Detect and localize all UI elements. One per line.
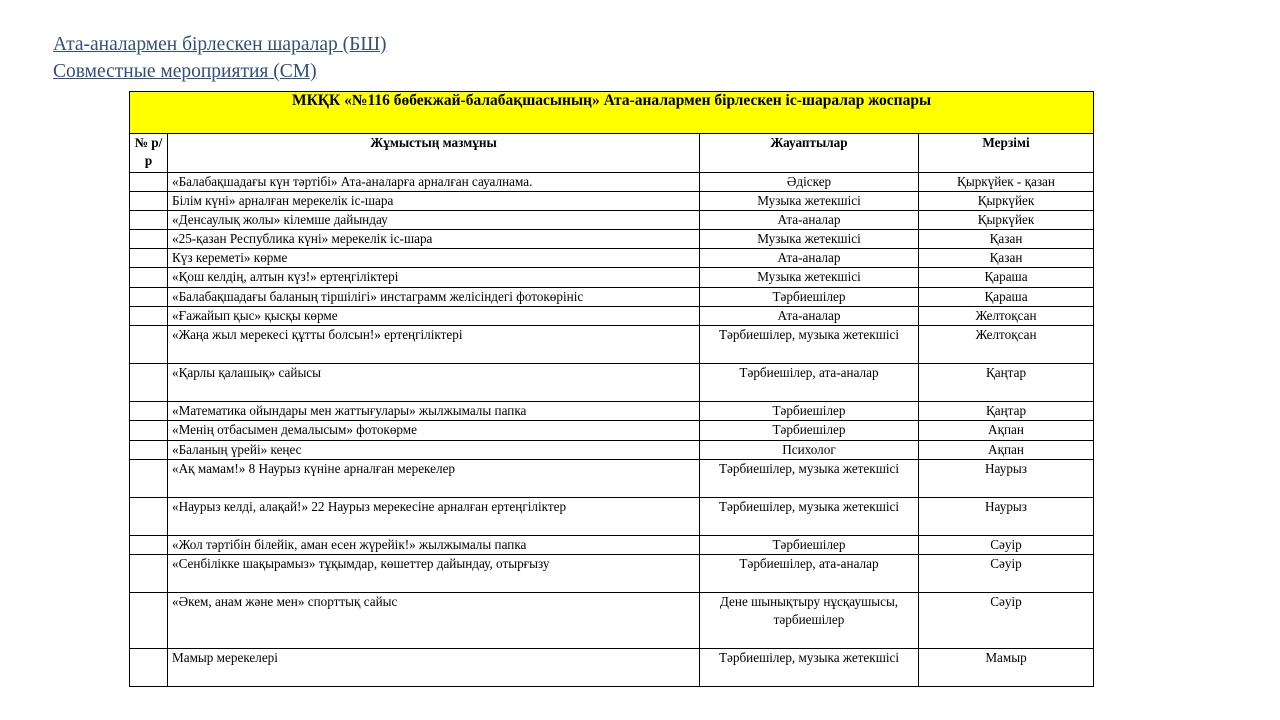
header-links <box>53 31 387 85</box>
row-date: Сәуір <box>919 555 1094 593</box>
row-responsible: Тәрбиешілер <box>700 421 919 441</box>
row-responsible: Тәрбиешілер, ата-аналар <box>700 555 919 593</box>
row-responsible: Тәрбиешілер, музыка жетекшісі <box>700 649 919 687</box>
row-date: Сәуір <box>919 593 1094 649</box>
row-responsible: Дене шынықтыру нұсқаушысы, тәрбиешілер <box>700 593 919 649</box>
row-date: Қазан <box>919 249 1094 268</box>
row-number <box>130 498 168 536</box>
row-date: Қыркүйек <box>919 211 1094 230</box>
row-content: «Денсаулық жолы» кілемше дайындау <box>168 211 700 230</box>
row-content: «Наурыз келді, алақай!» 22 Наурыз мерекесіне арналған ертеңгіліктер <box>168 498 700 536</box>
row-responsible: Ата-аналар <box>700 249 919 268</box>
row-content: «Балабақшадағы баланың тіршілігі» инстаграмм желісіндегі фотокөрініс <box>168 288 700 307</box>
row-content: «Баланың үрейі» кеңес <box>168 441 700 460</box>
table-row <box>130 364 1094 402</box>
row-number <box>130 288 168 307</box>
row-number <box>130 230 168 249</box>
row-responsible: Тәрбиешілер <box>700 536 919 555</box>
row-date: Қараша <box>919 268 1094 288</box>
table-row <box>130 211 1094 230</box>
row-content: «Қарлы қалашық» сайысы <box>168 364 700 402</box>
row-number <box>130 460 168 498</box>
row-responsible: Тәрбиешілер, музыка жетекшісі <box>700 498 919 536</box>
row-content: «Балабақшадағы күн тәртібі» Ата-аналарға арналған сауалнама. <box>168 173 700 192</box>
row-number <box>130 173 168 192</box>
table-row <box>130 268 1094 288</box>
row-date: Қыркүйек - қазан <box>919 173 1094 192</box>
row-responsible: Тәрбиешілер, ата-аналар <box>700 364 919 402</box>
row-responsible: Музыка жетекшісі <box>700 230 919 249</box>
row-content: «Менің отбасымен демалысым» фотокөрме <box>168 421 700 441</box>
row-content: «Ақ мамам!» 8 Наурыз күніне арналған мерекелер <box>168 460 700 498</box>
row-date: Ақпан <box>919 421 1094 441</box>
row-number <box>130 192 168 211</box>
header-responsible: Жауаптылар <box>700 134 919 173</box>
row-date: Желтоқсан <box>919 307 1094 326</box>
table-row <box>130 288 1094 307</box>
row-date: Желтоқсан <box>919 326 1094 364</box>
row-number <box>130 364 168 402</box>
row-content: «Жол тәртібін білейік, аман есен жүрейік!» жылжымалы папка <box>168 536 700 555</box>
row-number <box>130 211 168 230</box>
link-joint-events-ru[interactable]: Совместные мероприятия (СМ) <box>53 61 317 82</box>
row-content: Білім күні» арналған мерекелік іс-шара <box>168 192 700 211</box>
row-responsible: Әдіскер <box>700 173 919 192</box>
row-date: Қаңтар <box>919 364 1094 402</box>
row-number <box>130 593 168 649</box>
link-joint-events-kz[interactable]: Ата-аналармен бірлескен шаралар (БШ) <box>53 34 387 55</box>
row-date: Қаңтар <box>919 402 1094 421</box>
row-responsible: Тәрбиешілер, музыка жетекшісі <box>700 326 919 364</box>
row-number <box>130 441 168 460</box>
table-header-row <box>130 134 1094 173</box>
row-date: Қазан <box>919 230 1094 249</box>
table-row <box>130 173 1094 192</box>
row-date: Сәуір <box>919 536 1094 555</box>
row-date: Қараша <box>919 288 1094 307</box>
row-number <box>130 326 168 364</box>
header-date: Мерзімі <box>919 134 1094 173</box>
row-content: «25-қазан Республика күні» мерекелік іс-шара <box>168 230 700 249</box>
table-row <box>130 326 1094 364</box>
table-row <box>130 555 1094 593</box>
row-content: Мамыр мерекелері <box>168 649 700 687</box>
header-number: № р/р <box>130 134 168 173</box>
table-row <box>130 536 1094 555</box>
row-number <box>130 421 168 441</box>
row-date: Наурыз <box>919 460 1094 498</box>
table-row <box>130 649 1094 687</box>
table-title-row <box>130 92 1094 134</box>
row-number <box>130 249 168 268</box>
table-row <box>130 421 1094 441</box>
row-responsible: Музыка жетекшісі <box>700 268 919 288</box>
row-responsible: Тәрбиешілер, музыка жетекшісі <box>700 460 919 498</box>
row-responsible: Музыка жетекшісі <box>700 192 919 211</box>
row-date: Қыркүйек <box>919 192 1094 211</box>
row-number <box>130 268 168 288</box>
row-number <box>130 307 168 326</box>
table-row <box>130 441 1094 460</box>
events-plan-table <box>129 91 1094 687</box>
row-number <box>130 555 168 593</box>
row-responsible: Тәрбиешілер <box>700 288 919 307</box>
row-content: «Математика ойындары мен жаттығулары» жылжымалы папка <box>168 402 700 421</box>
row-responsible: Ата-аналар <box>700 211 919 230</box>
row-date: Ақпан <box>919 441 1094 460</box>
row-responsible: Психолог <box>700 441 919 460</box>
table-row <box>130 402 1094 421</box>
row-number <box>130 536 168 555</box>
row-responsible: Ата-аналар <box>700 307 919 326</box>
row-content: «Әкем, анам және мен» спорттық сайыс <box>168 593 700 649</box>
table-row <box>130 192 1094 211</box>
row-content: «Ғажайып қыс» қысқы көрме <box>168 307 700 326</box>
row-content: «Жаңа жыл мерекесі құтты болсын!» ертеңгіліктері <box>168 326 700 364</box>
row-number <box>130 649 168 687</box>
table-row <box>130 249 1094 268</box>
table-row <box>130 460 1094 498</box>
table-row <box>130 593 1094 649</box>
row-content: «Сенбілікке шақырамыз» тұқымдар, көшеттер дайындау, отырғызу <box>168 555 700 593</box>
table-row <box>130 230 1094 249</box>
header-content: Жұмыстың мазмұны <box>168 134 700 173</box>
row-content: «Қош келдің, алтын күз!» ертеңгіліктері <box>168 268 700 288</box>
row-number <box>130 402 168 421</box>
row-content: Күз кереметі» көрме <box>168 249 700 268</box>
row-responsible: Тәрбиешілер <box>700 402 919 421</box>
table-title: МКҚК «№116 бөбекжай-балабақшасының» Ата-аналармен бірлескен іс-шаралар жоспары <box>130 92 1094 134</box>
table-row <box>130 307 1094 326</box>
row-date: Мамыр <box>919 649 1094 687</box>
table-row <box>130 498 1094 536</box>
row-date: Наурыз <box>919 498 1094 536</box>
